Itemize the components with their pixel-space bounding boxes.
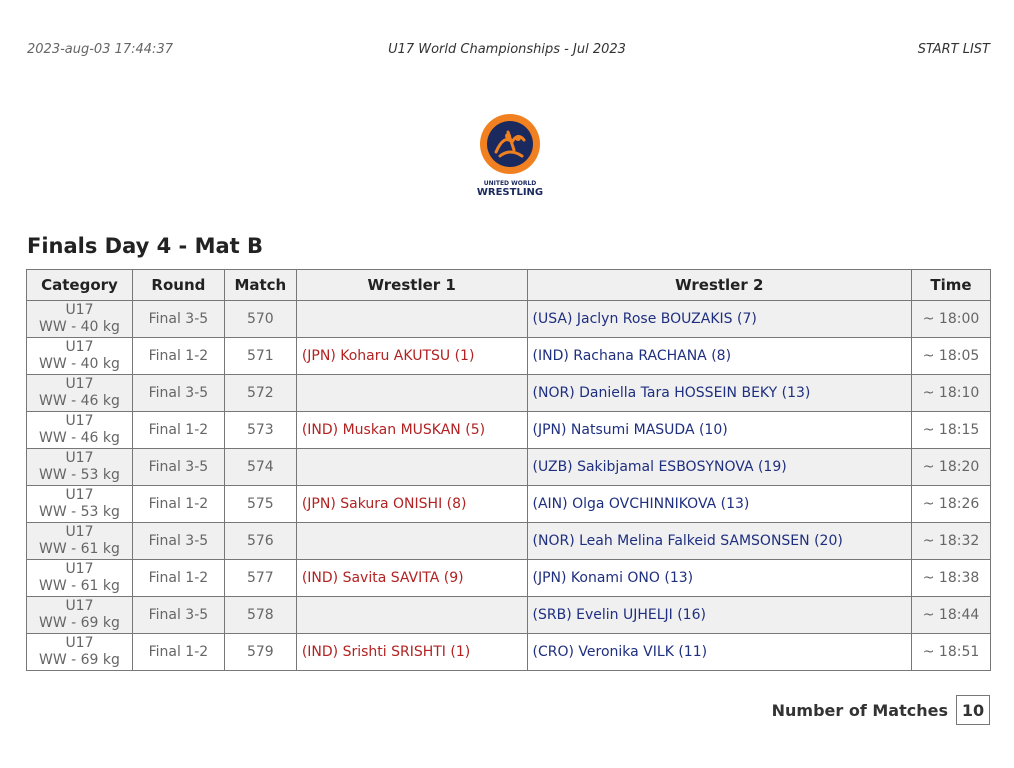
- weight-category: WW - 61 kg: [39, 578, 120, 594]
- weight-category: WW - 61 kg: [39, 541, 120, 557]
- logo-line2: WRESTLING: [476, 187, 544, 198]
- round-cell: Final 3-5: [132, 597, 224, 634]
- timestamp: 2023-aug-03 17:44:37: [27, 42, 173, 57]
- scheduled-time: ~ 18:15: [912, 412, 991, 449]
- match-count-label: Number of Matches: [771, 700, 948, 720]
- table-row: [27, 375, 991, 412]
- wrestler-1: (IND) Srishti SRISHTI (1): [296, 634, 527, 671]
- uww-emblem-icon: [478, 112, 542, 176]
- col-header-time: Time: [912, 270, 991, 301]
- table-row: [27, 449, 991, 486]
- table-row: [27, 412, 991, 449]
- match-count: [772, 695, 990, 725]
- round-cell: Final 3-5: [132, 375, 224, 412]
- table-row: [27, 523, 991, 560]
- wrestler-2: (NOR) Daniella Tara HOSSEIN BEKY (13): [527, 375, 911, 412]
- uww-logo: [474, 112, 546, 200]
- wrestler-1: (IND) Savita SAVITA (9): [296, 560, 527, 597]
- match-number: 579: [224, 634, 296, 671]
- category-cell: [27, 597, 133, 634]
- round-cell: Final 3-5: [132, 523, 224, 560]
- scheduled-time: ~ 18:05: [912, 338, 991, 375]
- round-cell: Final 1-2: [132, 560, 224, 597]
- age-group: U17: [65, 598, 94, 614]
- match-number: 578: [224, 597, 296, 634]
- match-number: 577: [224, 560, 296, 597]
- page-title: Finals Day 4 - Mat B: [27, 234, 264, 258]
- wrestler-1: [296, 449, 527, 486]
- scheduled-time: ~ 18:32: [912, 523, 991, 560]
- table-row: [27, 338, 991, 375]
- match-number: 572: [224, 375, 296, 412]
- scheduled-time: ~ 18:00: [912, 301, 991, 338]
- wrestler-2: (JPN) Natsumi MASUDA (10): [527, 412, 911, 449]
- round-cell: Final 1-2: [132, 412, 224, 449]
- table-row: [27, 634, 991, 671]
- weight-category: WW - 53 kg: [39, 467, 120, 483]
- age-group: U17: [65, 487, 94, 503]
- scheduled-time: ~ 18:51: [912, 634, 991, 671]
- wrestler-1: [296, 301, 527, 338]
- col-header-wrestler-2: Wrestler 2: [527, 270, 911, 301]
- table-row: [27, 560, 991, 597]
- weight-category: WW - 53 kg: [39, 504, 120, 520]
- col-header-round: Round: [132, 270, 224, 301]
- category-cell: [27, 634, 133, 671]
- age-group: U17: [65, 524, 94, 540]
- round-cell: Final 1-2: [132, 634, 224, 671]
- table-header-row: [27, 270, 991, 301]
- weight-category: WW - 40 kg: [39, 319, 120, 335]
- col-header-wrestler-1: Wrestler 1: [296, 270, 527, 301]
- wrestler-2: (SRB) Evelin UJHELJI (16): [527, 597, 911, 634]
- scheduled-time: ~ 18:10: [912, 375, 991, 412]
- wrestler-2: (JPN) Konami ONO (13): [527, 560, 911, 597]
- wrestler-2: (AIN) Olga OVCHINNIKOVA (13): [527, 486, 911, 523]
- wrestler-1: (JPN) Koharu AKUTSU (1): [296, 338, 527, 375]
- scheduled-time: ~ 18:20: [912, 449, 991, 486]
- category-cell: [27, 486, 133, 523]
- start-list-table: [26, 269, 991, 671]
- age-group: U17: [65, 339, 94, 355]
- event-title: U17 World Championships - Jul 2023: [388, 42, 626, 57]
- wrestler-2: (NOR) Leah Melina Falkeid SAMSONSEN (20): [527, 523, 911, 560]
- scheduled-time: ~ 18:38: [912, 560, 991, 597]
- scheduled-time: ~ 18:44: [912, 597, 991, 634]
- age-group: U17: [65, 376, 94, 392]
- weight-category: WW - 40 kg: [39, 356, 120, 372]
- category-cell: [27, 560, 133, 597]
- wrestler-1: (IND) Muskan MUSKAN (5): [296, 412, 527, 449]
- table-row: [27, 486, 991, 523]
- weight-category: WW - 69 kg: [39, 652, 120, 668]
- age-group: U17: [65, 635, 94, 651]
- match-number: 573: [224, 412, 296, 449]
- table-row: [27, 301, 991, 338]
- category-cell: [27, 523, 133, 560]
- doc-type: START LIST: [917, 42, 990, 57]
- round-cell: Final 1-2: [132, 486, 224, 523]
- col-header-category: Category: [27, 270, 133, 301]
- age-group: U17: [65, 413, 94, 429]
- table-row: [27, 597, 991, 634]
- match-number: 574: [224, 449, 296, 486]
- age-group: U17: [65, 561, 94, 577]
- col-header-match: Match: [224, 270, 296, 301]
- wrestler-2: (USA) Jaclyn Rose BOUZAKIS (7): [527, 301, 911, 338]
- wrestler-1: [296, 597, 527, 634]
- category-cell: [27, 412, 133, 449]
- wrestler-2: (CRO) Veronika VILK (11): [527, 634, 911, 671]
- wrestler-1: (JPN) Sakura ONISHI (8): [296, 486, 527, 523]
- weight-category: WW - 46 kg: [39, 393, 120, 409]
- category-cell: [27, 449, 133, 486]
- match-count-value: 10: [956, 695, 990, 725]
- age-group: U17: [65, 302, 94, 318]
- match-number: 570: [224, 301, 296, 338]
- wrestler-2: (UZB) Sakibjamal ESBOSYNOVA (19): [527, 449, 911, 486]
- wrestler-1: [296, 375, 527, 412]
- match-number: 575: [224, 486, 296, 523]
- category-cell: [27, 301, 133, 338]
- scheduled-time: ~ 18:26: [912, 486, 991, 523]
- wrestler-1: [296, 523, 527, 560]
- category-cell: [27, 375, 133, 412]
- category-cell: [27, 338, 133, 375]
- match-number: 576: [224, 523, 296, 560]
- round-cell: Final 3-5: [132, 301, 224, 338]
- match-number: 571: [224, 338, 296, 375]
- weight-category: WW - 46 kg: [39, 430, 120, 446]
- round-cell: Final 3-5: [132, 449, 224, 486]
- round-cell: Final 1-2: [132, 338, 224, 375]
- logo-line1: UNITED WORLD: [483, 180, 537, 187]
- weight-category: WW - 69 kg: [39, 615, 120, 631]
- wrestler-2: (IND) Rachana RACHANA (8): [527, 338, 911, 375]
- age-group: U17: [65, 450, 94, 466]
